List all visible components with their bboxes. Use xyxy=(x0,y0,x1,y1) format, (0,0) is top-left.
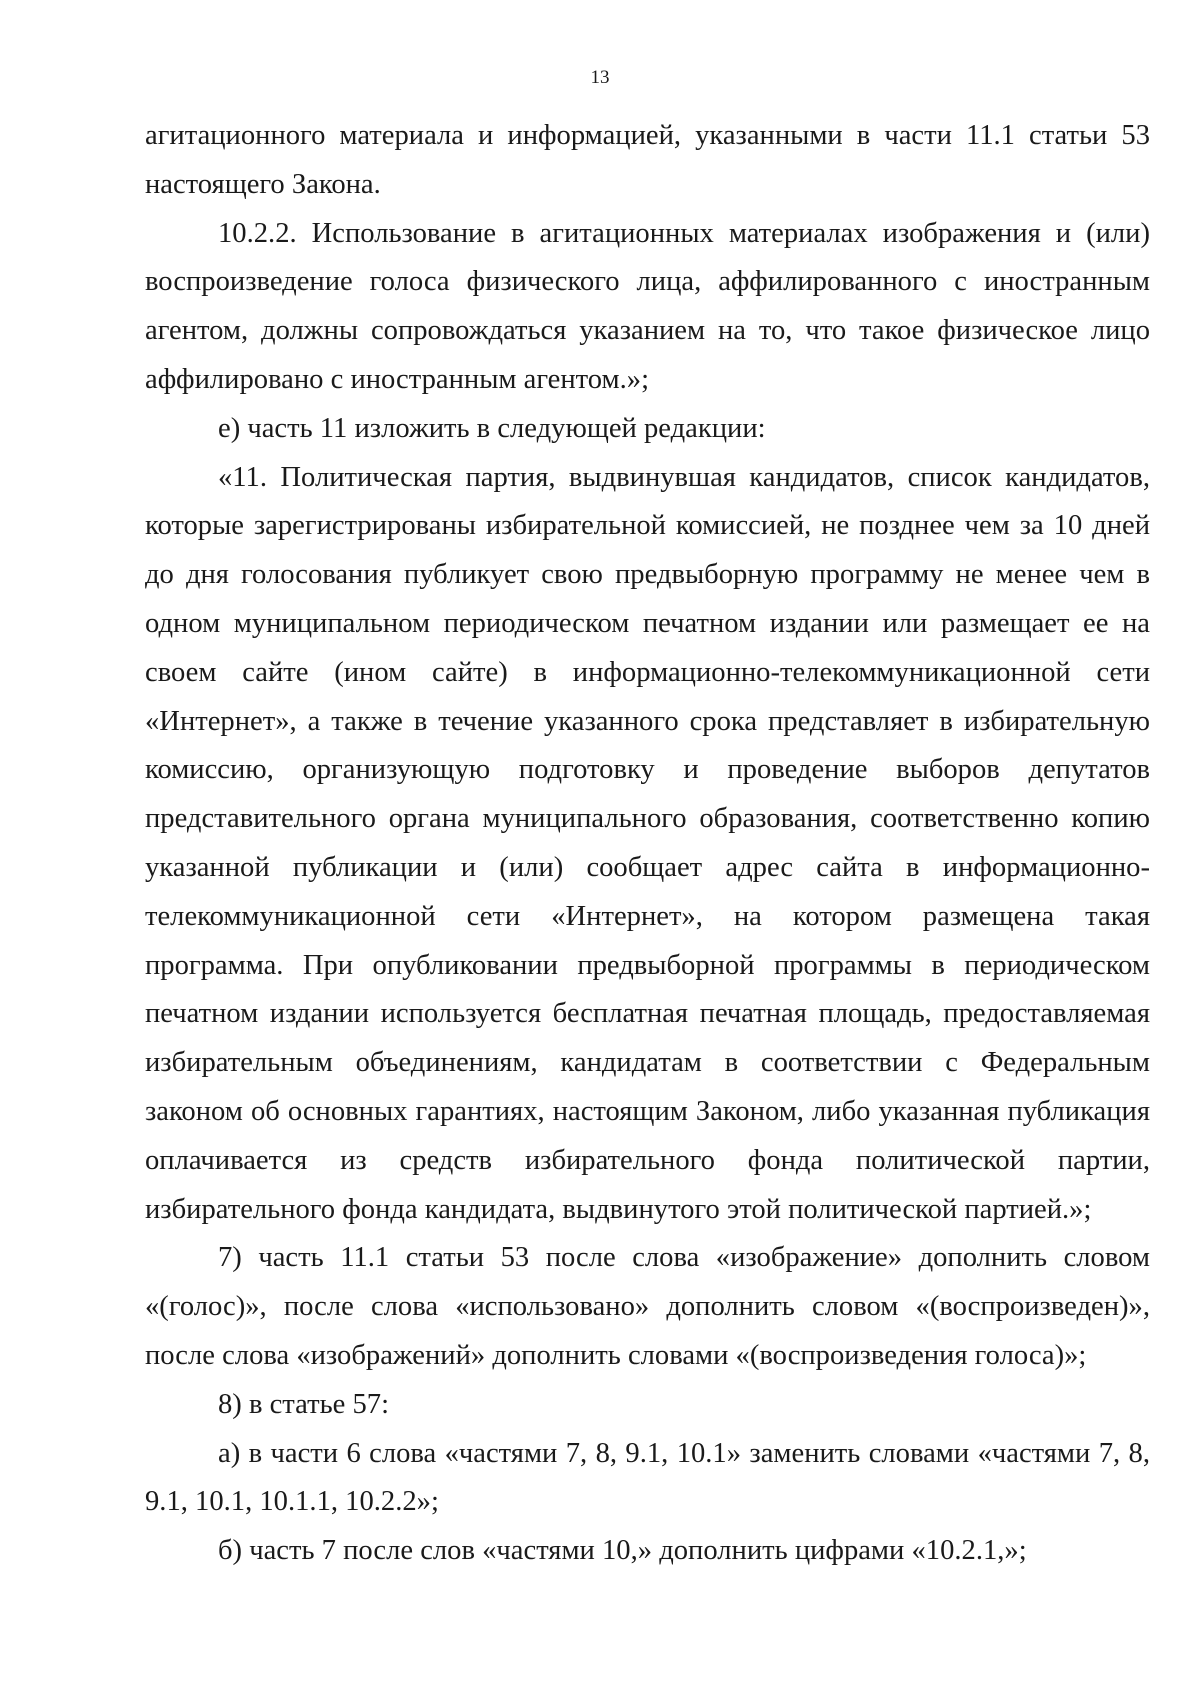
paragraph-10-2-2: 10.2.2. Использование в агитационных материалах изображения и (или) воспроизведение голоса физического лица, аффилированного с иностранным агентом, должны сопровождаться указанием на то, что такое физическое лицо аффилировано с иностранным агентом.»; xyxy=(145,217,1150,395)
paragraph-item-e: е) часть 11 изложить в следующей редакции: xyxy=(218,412,766,444)
paragraph-item-7: 7) часть 11.1 статьи 53 после слова «изображение» дополнить словом «(голос)», после слова «использовано» дополнить словом «(воспроизведен)», после слова «изображений» дополнить словами «(воспроизведения голоса)»; xyxy=(145,1242,1150,1371)
paragraph-continuation: агитационного материала и информацией, указанными в части 11.1 статьи 53 настоящего Закона. xyxy=(145,120,1150,200)
paragraph-item-b: б) часть 7 после слов «частями 10,» дополнить цифрами «10.2.1,»; xyxy=(218,1535,1027,1567)
page-number: 13 xyxy=(590,67,610,88)
document-body xyxy=(145,112,1150,1576)
paragraph-part-11: «11. Политическая партия, выдвинувшая кандидатов, список кандидатов, которые зарегистрированы избирательной комиссией, не позднее чем за 10 дней до дня голосования публикует свою предвыборную программу не менее чем в одном муниципальном периодическом печатном издании или размещает ее на своем сайте (ином сайте) в информационно-телекоммуникационной сети «Интернет», а также в течение указанного срока представляет в избирательную комиссию, организующую подготовку и проведение выборов депутатов представительного органа муниципального образования, соответственно копию указанной публикации и (или) сообщает адрес сайта в информационно-телекоммуникационной сети «Интернет», на котором размещена такая программа. При опубликовании предвыборной программы в периодическом печатном издании используется бесплатная печатная площадь, предоставляемая избирательным объединениям, кандидатам в соответствии с Федеральным законом об основных гарантиях, настоящим Законом, либо указанная публикация оплачивается из средств избирательного фонда политической партии, избирательного фонда кандидата, выдвинутого этой политической партией.»; xyxy=(145,461,1150,1225)
paragraph-item-a: а) в части 6 слова «частями 7, 8, 9.1, 10.1» заменить словами «частями 7, 8, 9.1, 10.1, 10.1.1, 10.2.2»; xyxy=(145,1437,1150,1518)
paragraph-item-8: 8) в статье 57: xyxy=(218,1388,390,1420)
